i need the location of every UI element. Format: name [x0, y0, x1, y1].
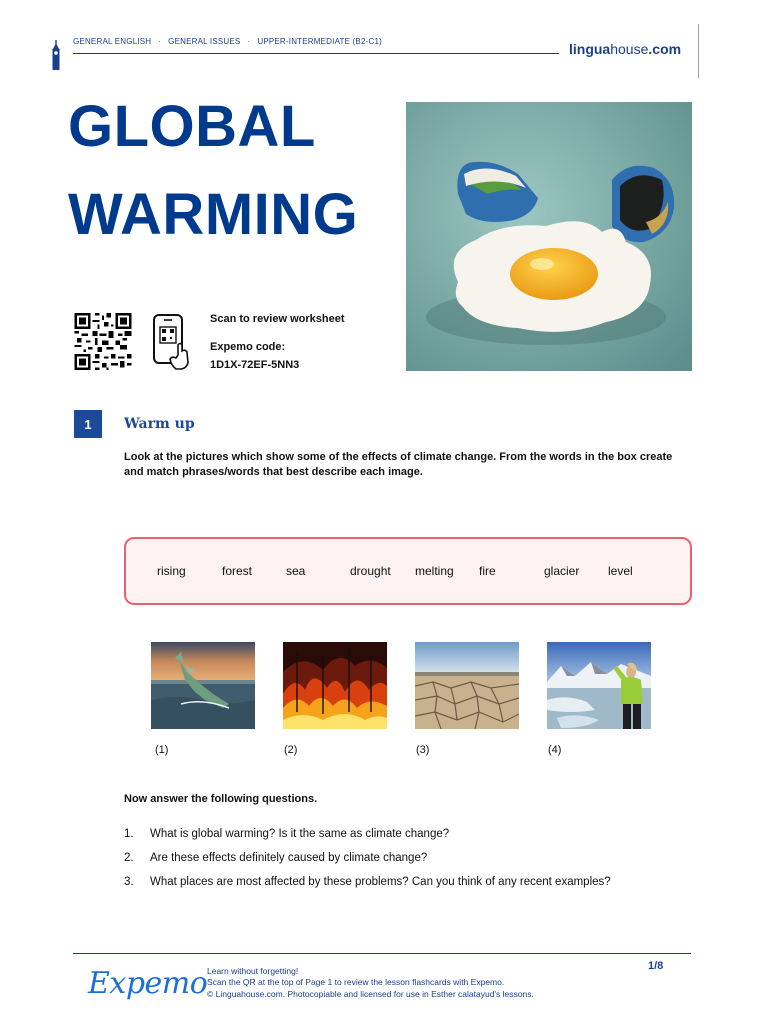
picture-label: (1) [155, 744, 169, 756]
breadcrumb-item: UPPER-INTERMEDIATE (B2-C1) [257, 37, 382, 46]
header-rule [73, 53, 559, 54]
page-number: 1/8 [648, 960, 664, 972]
question-number: 2. [124, 852, 134, 864]
brand-bold: lingua [569, 41, 611, 57]
page-title-line2: WARMING [68, 182, 359, 247]
picture-label: (3) [416, 744, 430, 756]
word-box-item: sea [286, 564, 306, 578]
breadcrumb-item: GENERAL ENGLISH [73, 37, 152, 46]
hero-image-egg-globe [406, 102, 692, 371]
question-number: 3. [124, 876, 134, 888]
brand-logo[interactable] [569, 41, 681, 57]
breadcrumb [73, 37, 382, 46]
picture-forest-fire [283, 642, 387, 729]
picture-drought [415, 642, 519, 729]
scan-label: Scan to review worksheet [210, 313, 345, 325]
word-box-item: rising [157, 564, 186, 578]
questions-heading: Now answer the following questions. [124, 793, 318, 805]
section-title: Warm up [124, 416, 195, 432]
big-ben-icon [50, 40, 62, 70]
word-box-item: forest [222, 564, 253, 578]
picture-label: (4) [548, 744, 562, 756]
footer-copyright: © Linguahouse.com. Photocopiable and licensed for use in Esther calatayud's lessons. [207, 989, 534, 999]
expemo-logo[interactable]: Expemo [88, 966, 208, 1001]
word-box-item: glacier [544, 564, 580, 578]
question-number: 1. [124, 828, 134, 840]
question-text: Are these effects definitely caused by climate change? [150, 852, 428, 864]
brand-light: house [610, 41, 649, 57]
question-text: What places are most affected by these problems? Can you think of any recent examples? [150, 876, 611, 888]
picture-melting-glacier [547, 642, 651, 729]
phone-scan-icon [152, 313, 190, 371]
word-box [124, 537, 692, 605]
footer-tagline: Learn without forgetting! [207, 966, 299, 976]
breadcrumb-separator: · [158, 37, 162, 46]
word-box-item: melting [415, 564, 454, 578]
question-text: What is global warming? Is it the same as climate change? [150, 828, 450, 840]
breadcrumb-item: GENERAL ISSUES [168, 37, 241, 46]
picture-label: (2) [284, 744, 298, 756]
qr-code[interactable] [73, 313, 133, 370]
word-box-item: drought [350, 564, 391, 578]
word-box-item: fire [479, 564, 496, 578]
page-title-line1: GLOBAL [68, 94, 316, 159]
expemo-code-label: Expemo code: [210, 341, 286, 353]
breadcrumb-separator: · [247, 37, 251, 46]
expemo-code-value: 1D1X-72EF-5NN3 [210, 359, 300, 371]
word-box-item: level [608, 564, 633, 578]
section-number: 1 [74, 410, 102, 438]
footer-rule [73, 953, 691, 954]
brand-divider [698, 24, 699, 78]
footer-instruction: Scan the QR at the top of Page 1 to review the lesson flashcards with Expemo. [207, 977, 505, 987]
picture-rising-sea-level [151, 642, 255, 729]
brand-tld: .com [648, 41, 682, 57]
section-instructions: Look at the pictures which show some of the effects of climate change. From the words in the box create and match phrases/words that best describe each image. [124, 451, 673, 478]
